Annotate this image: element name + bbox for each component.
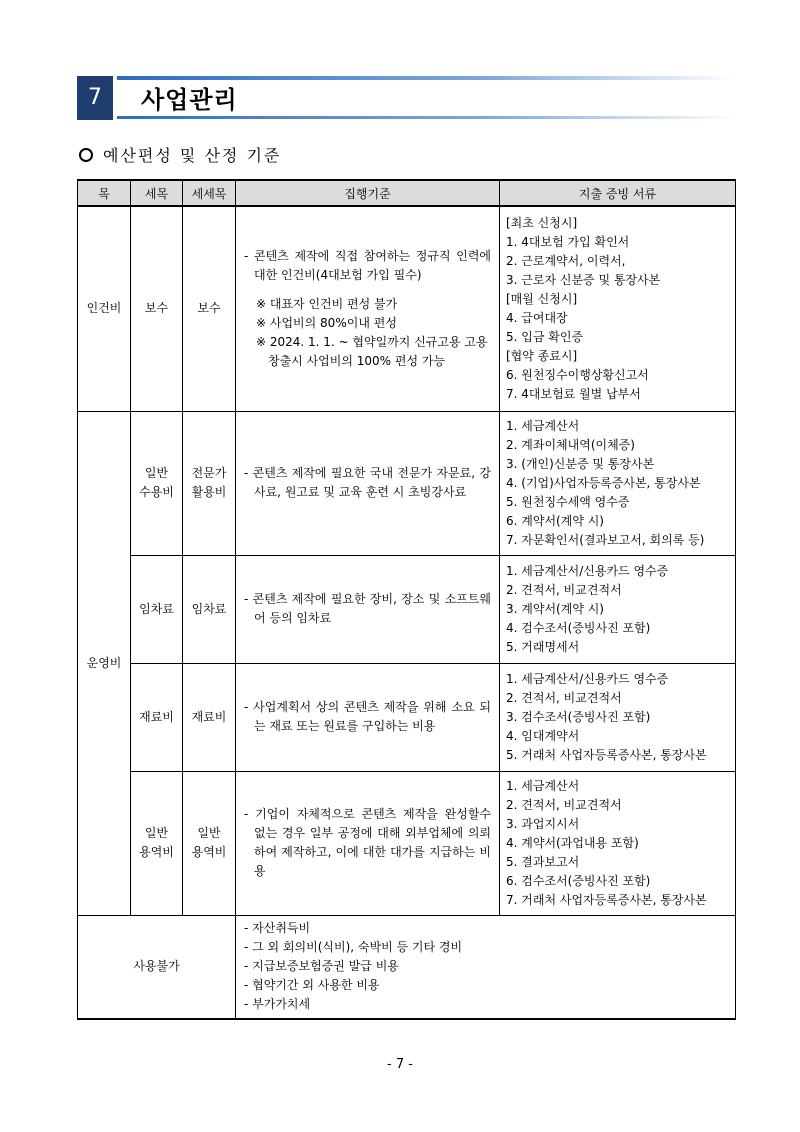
cell-criteria xyxy=(236,555,500,663)
cell-sesemok xyxy=(183,663,236,771)
criteria-text: - 콘텐츠 제작에 직접 참여하는 정규직 인력에 대한 인건비(4대보험 가입 필수) xyxy=(244,248,491,282)
table-row xyxy=(78,206,736,411)
cell-sesemok-line: 활용비 xyxy=(191,485,227,499)
cell-sesemok xyxy=(183,411,236,555)
doc-item: 1. 4대보험 가입 확인서 xyxy=(506,234,630,249)
cell-docs xyxy=(500,663,736,771)
table-row xyxy=(78,663,736,771)
doc-item: 4. (기업)사업자등록증사본, 통장사본 xyxy=(506,475,701,490)
doc-item: 1. 세금계산서/신용카드 영수증 xyxy=(506,563,669,578)
criteria-text: - 콘텐츠 제작에 필요한 국내 전문가 자문료, 강사료, 원고료 및 교육 훈련 시 초빙강사료 xyxy=(244,466,491,499)
cell-semok-line: 용역비 xyxy=(139,845,174,859)
cell-semok xyxy=(131,663,183,771)
doc-item: 3. 검수조서(증빙사진 포함) xyxy=(506,709,651,724)
disallowed-item: - 부가가치세 xyxy=(244,997,311,1012)
doc-item: 2. 견적서, 비교견적서 xyxy=(506,690,622,705)
doc-item: 6. 계약서(계약 시) xyxy=(506,513,604,528)
header-mok: 목 xyxy=(78,180,131,206)
doc-item: 5. 원천징수세액 영수증 xyxy=(506,494,630,509)
cell-criteria xyxy=(236,206,500,411)
section-title: 사업관리 xyxy=(141,86,238,114)
header-docs: 지출 증빙 서류 xyxy=(500,180,736,206)
doc-item: 2. 근로계약서, 이력서, xyxy=(506,253,626,268)
doc-item: 1. 세금계산서/신용카드 영수증 xyxy=(506,671,669,686)
doc-item: 2. 견적서, 비교견적서 xyxy=(506,797,622,812)
doc-item: 1. 세금계산서 xyxy=(506,418,580,433)
table-row-disallowed xyxy=(78,915,736,1019)
doc-item: 3. 근로자 신분증 및 통장사본 xyxy=(506,272,661,287)
table-row xyxy=(78,555,736,663)
cell-sesemok xyxy=(183,555,236,663)
doc-item: [협약 종료시] xyxy=(506,348,578,363)
doc-item: 4. 급여대장 xyxy=(506,310,568,325)
cell-semok-line: 일반 xyxy=(144,466,169,480)
cell-semok xyxy=(131,411,183,555)
doc-item: 4. 계약서(과업내용 포함) xyxy=(506,835,639,850)
criteria-text: - 기업이 자체적으로 콘텐츠 제작을 완성할수 없는 경우 일부 공정에 대해 외부업체에 의뢰하여 제작하고, 이에 대한 대가를 지급하는 비용 xyxy=(244,807,491,878)
table-row xyxy=(78,411,736,555)
doc-item: [최초 신청시] xyxy=(506,215,578,230)
doc-item: 7. 거래처 사업자등록증사본, 통장사본 xyxy=(506,892,707,907)
criteria-note: ※ 사업비의 80%이내 편성 xyxy=(256,315,397,330)
cell-criteria xyxy=(236,771,500,915)
cell-mok: 운영비 xyxy=(78,411,131,915)
circle-bullet-icon xyxy=(79,148,93,162)
header-criteria: 집행기준 xyxy=(236,180,500,206)
doc-item: 3. 계약서(계약 시) xyxy=(506,601,604,616)
cell-docs xyxy=(500,771,736,915)
subheading-text: 예산편성 및 산정 기준 xyxy=(103,146,282,165)
doc-item: 4. 검수조서(증빙사진 포함) xyxy=(506,620,651,635)
criteria-text: - 사업계획서 상의 콘텐츠 제작을 위해 소요 되는 재료 또는 원료를 구입하는 비용 xyxy=(244,700,491,733)
criteria-note: ※ 2024. 1. 1. ~ 협약일까지 신규고용 고용창출시 사업비의 100% 편성 가능 xyxy=(256,334,488,368)
cell-docs xyxy=(500,555,736,663)
doc-item: 6. 검수조서(증빙사진 포함) xyxy=(506,873,651,888)
cell-docs xyxy=(500,411,736,555)
cell-sesemok-line: 보수 xyxy=(197,301,221,316)
doc-item: 5. 결과보고서 xyxy=(506,854,580,869)
doc-item: 6. 원천징수이행상황신고서 xyxy=(506,367,649,382)
cell-mok: 인건비 xyxy=(78,206,131,411)
cell-semok-line: 수용비 xyxy=(139,485,174,499)
header-semok: 세목 xyxy=(131,180,183,206)
header-rule-bottom xyxy=(117,116,737,119)
doc-item: 4. 임대계약서 xyxy=(506,728,580,743)
cell-sesemok xyxy=(183,771,236,915)
cell-semok-line: 임차료 xyxy=(139,601,174,616)
disallowed-item: - 그 외 회의비(식비), 숙박비 등 기타 경비 xyxy=(244,940,463,955)
cell-sesemok-line: 임차료 xyxy=(191,601,227,616)
criteria-note: ※ 대표자 인건비 편성 불가 xyxy=(256,296,398,311)
table-header-row xyxy=(78,180,736,206)
page-number: - 7 - xyxy=(387,1057,413,1072)
doc-item: 7. 자문확인서(결과보고서, 회의록 등) xyxy=(506,532,705,547)
cell-semok-line: 재료비 xyxy=(139,709,174,724)
cell-docs xyxy=(500,206,736,411)
disallowed-item: - 자산취득비 xyxy=(244,921,311,936)
subheading xyxy=(79,143,281,166)
cell-sesemok xyxy=(183,206,236,411)
cell-criteria xyxy=(236,663,500,771)
cell-disallowed-items xyxy=(236,915,736,1019)
doc-item: 3. 과업지시서 xyxy=(506,816,580,831)
doc-item: 1. 세금계산서 xyxy=(506,778,580,793)
budget-table xyxy=(77,179,736,1020)
doc-item: 5. 거래명세서 xyxy=(506,639,580,654)
cell-disallowed-label: 사용불가 xyxy=(78,915,236,1019)
cell-semok xyxy=(131,771,183,915)
section-number: 7 xyxy=(77,76,113,120)
disallowed-item: - 지급보증보험증권 발급 비용 xyxy=(244,959,399,974)
cell-sesemok-line: 재료비 xyxy=(191,709,227,724)
cell-sesemok-line: 일반 xyxy=(197,826,221,840)
cell-semok-line: 보수 xyxy=(144,301,169,316)
doc-item: [매월 신청시] xyxy=(506,291,578,306)
doc-item: 7. 4대보험료 월별 납부서 xyxy=(506,386,641,401)
doc-item: 5. 입금 확인증 xyxy=(506,329,584,344)
cell-sesemok-line: 전문가 xyxy=(191,466,227,480)
criteria-text: - 콘텐츠 제작에 필요한 장비, 장소 및 소프트웨어 등의 임차료 xyxy=(244,592,491,625)
cell-semok-line: 일반 xyxy=(144,826,169,840)
doc-item: 2. 견적서, 비교견적서 xyxy=(506,582,622,597)
disallowed-item: - 협약기간 외 사용한 비용 xyxy=(244,978,380,993)
table-row xyxy=(78,771,736,915)
header-sesemok: 세세목 xyxy=(183,180,236,206)
cell-sesemok-line: 용역비 xyxy=(191,845,227,859)
cell-criteria xyxy=(236,411,500,555)
doc-item: 3. (개인)신분증 및 통장사본 xyxy=(506,456,655,471)
doc-item: 2. 계좌이체내역(이체증) xyxy=(506,437,635,452)
doc-item: 5. 거래처 사업자등록증사본, 통장사본 xyxy=(506,747,707,762)
section-header xyxy=(77,76,737,120)
cell-semok xyxy=(131,206,183,411)
cell-semok xyxy=(131,555,183,663)
